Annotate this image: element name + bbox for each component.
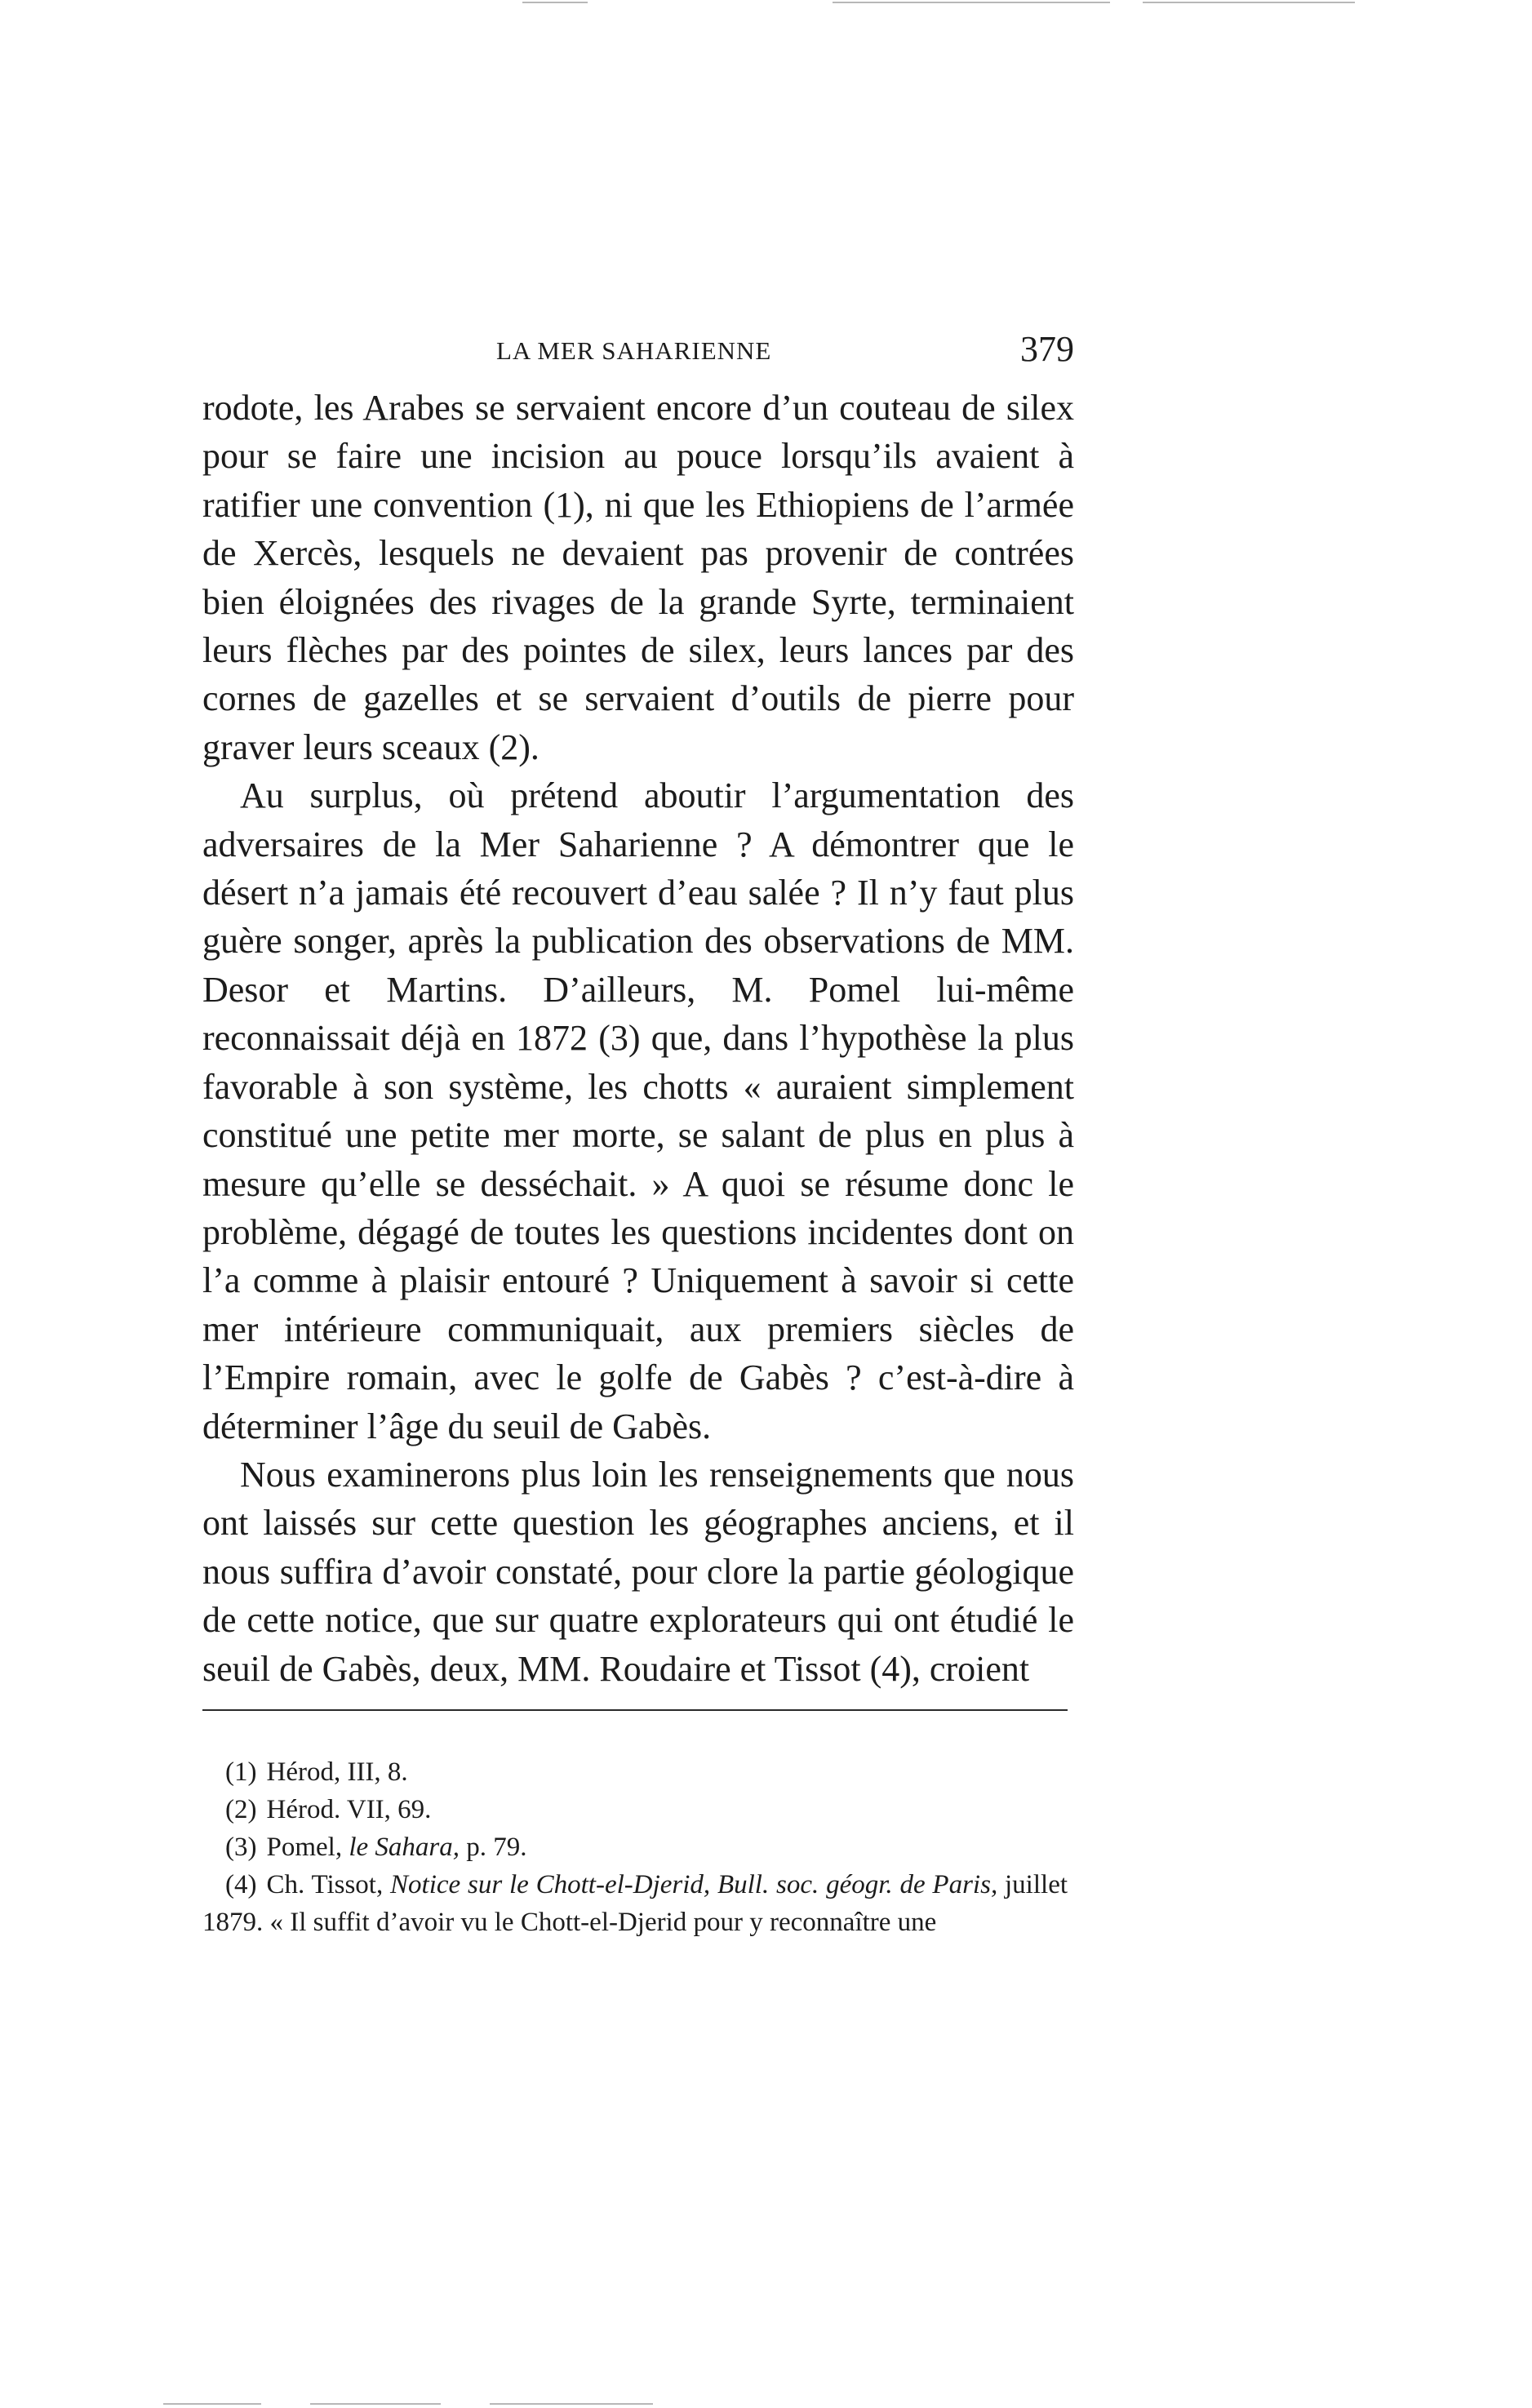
footnote-title: Notice sur le Chott-el-Djerid, xyxy=(390,1870,711,1899)
footnote-number: (3) xyxy=(225,1833,257,1862)
footnote-journal: Bull. soc. géogr. de Paris, xyxy=(717,1870,998,1899)
footnote-title: le Sahara, xyxy=(349,1833,460,1862)
running-head: LA MER SAHARIENNE xyxy=(496,336,772,365)
footnote xyxy=(202,1753,1068,1791)
scan-edge-mark xyxy=(833,2,1110,3)
paragraph: Au surplus, où prétend aboutir l’argumentation des adversaires de la Mer Saharienne ? A démontrer que le désert n’a jamais été recouvert d’eau salée ? Il n’y faut plus guère songer, après la publication des observations de MM. Desor et Martins. D’ailleurs, M. Pomel lui-même reconnaissait déjà en 1872 (3) que, dans l’hypothèse la plus favorable à son système, les chotts « auraient simplement constitué une petite mer morte, se salant de plus en plus à mesure qu’elle se desséchait. » A quoi se résume donc le problème, dégagé de toutes les questions incidentes dont on l’a comme à plaisir entouré ? Uniquement à savoir si cette mer intérieure communiquait, aux premiers siècles de l’Empire romain, avec le golfe de Gabès ? c’est-à-dire à déterminer l’âge du seuil de Gabès. xyxy=(202,775,1074,1446)
footnote-text: p. 79. xyxy=(466,1833,527,1862)
paragraph: rodote, les Arabes se servaient encore d’un couteau de silex pour se faire une incision au pouce lorsqu’ils avaient à ratifier une convention (1), ni que les Ethiopiens de l’armée de Xercès, lesquels ne devaient pas provenir de contrées bien éloignées des rivages de la grande Syrte, terminaient leurs flèches par des pointes de silex, leurs lances par des cornes de gazelles et se servaient d’outils de pierre pour graver leurs sceaux (2). xyxy=(202,388,1074,767)
footnote-text: juillet 1879. « Il suffit d’avoir vu le Chott-el-Djerid pour y reconnaître une xyxy=(202,1870,1068,1937)
footnote-number: (1) xyxy=(225,1757,257,1787)
scan-edge-mark xyxy=(490,2403,653,2405)
scan-edge-mark xyxy=(522,2,588,3)
footnote-number: (2) xyxy=(225,1795,257,1824)
paragraph: Nous examinerons plus loin les renseignements que nous ont laissés sur cette question les géographes anciens, et il nous suffira d’avoir constaté, pour clore la partie géologique de cette notice, que sur quatre explorateurs qui ont étudié le seuil de Gabès, deux, MM. Roudaire et Tissot (4), croient xyxy=(202,1454,1074,1689)
scan-edge-mark xyxy=(1143,2,1355,3)
footnote xyxy=(202,1828,1068,1866)
footnote-author: Ch. Tissot, xyxy=(266,1870,384,1899)
main-text xyxy=(202,384,1074,1693)
footnote-text: Hérod, III, 8. xyxy=(266,1757,408,1787)
page-header xyxy=(202,328,1074,385)
scan-edge-mark xyxy=(163,2403,261,2405)
footnote xyxy=(202,1866,1068,1941)
footnote-separator xyxy=(202,1709,1068,1711)
footnote-author: Pomel, xyxy=(266,1833,343,1862)
footnote-number: (4) xyxy=(225,1870,257,1899)
footnotes xyxy=(202,1753,1068,1941)
footnote-text: Hérod. VII, 69. xyxy=(266,1795,432,1824)
page-number: 379 xyxy=(1020,329,1074,369)
footnote xyxy=(202,1791,1068,1828)
scan-edge-mark xyxy=(310,2403,441,2405)
